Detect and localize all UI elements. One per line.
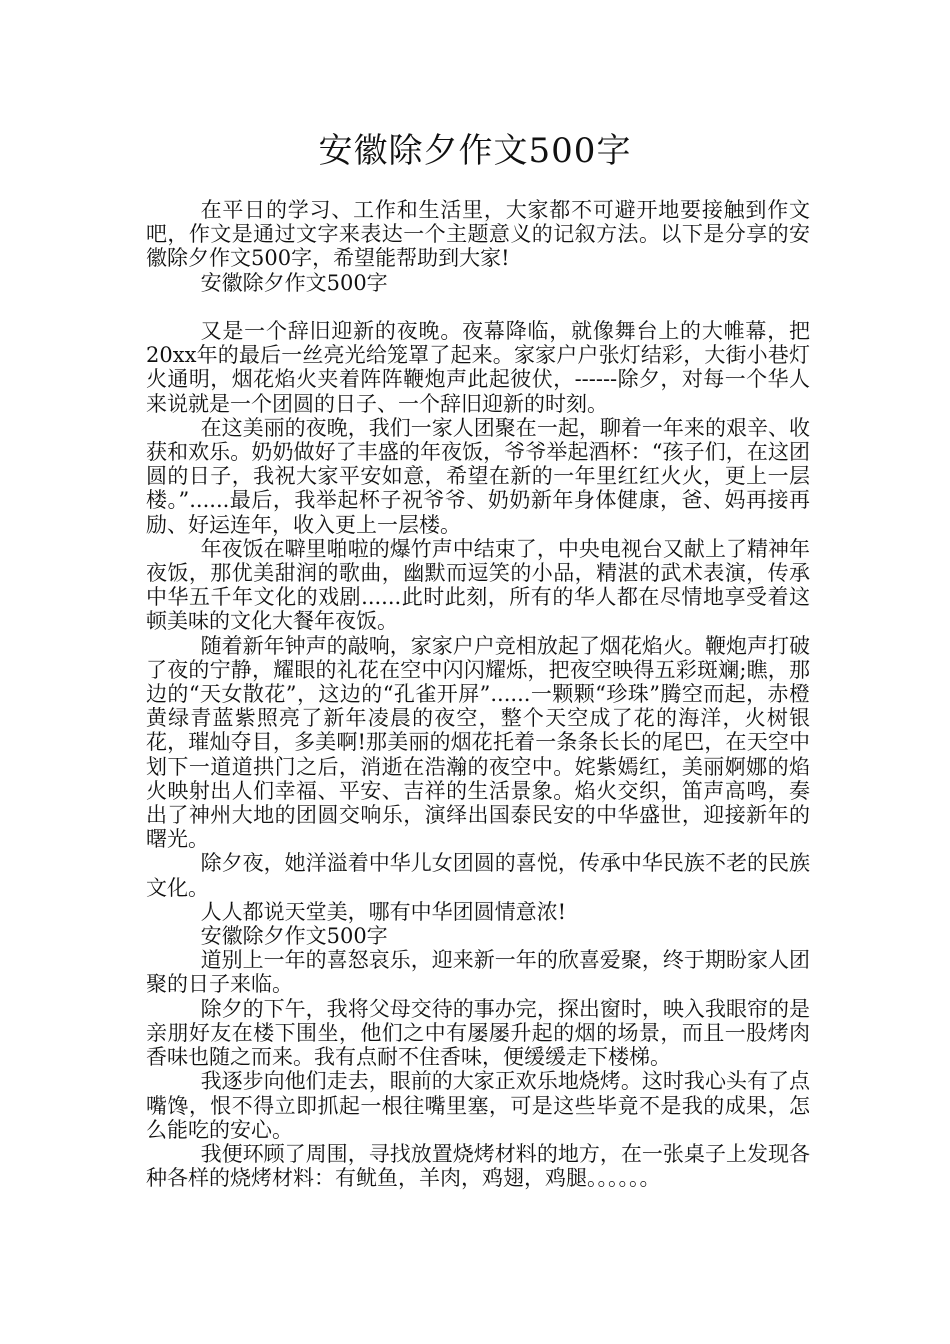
paragraph-subtitle-2: 安徽除夕作文500字 (200, 924, 388, 949)
paragraph: 年夜饭在噼里啪啦的爆竹声中结束了，中央电视台又献上了精神年夜饭，那优美甜润的歌曲，幽默而逗笑的小品，精湛的武术表演，传承中华五千年文化的戏剧......此时此刻，所有的华人都在尽情地享受着这顿美味的文化大餐年夜饭。 (146, 536, 810, 634)
document-title: 安徽除夕作文500字 (318, 131, 632, 171)
paragraph: 又是一个辞旧迎新的夜晚。夜幕降临，就像舞台上的大帷幕，把20xx年的最后一丝亮光给笼罩了起来。家家户户张灯结彩，大街小巷灯火通明，烟花焰火夹着阵阵鞭炮声此起彼伏，------除夕，对每一个华人来说就是一个团圆的日子、一个辞旧迎新的时刻。 (146, 319, 810, 416)
paragraph: 除夕夜，她洋溢着中华儿女团圆的喜悦，传承中华民族不老的民族文化。 (146, 851, 810, 900)
paragraph: 我逐步向他们走去，眼前的大家正欢乐地烧烤。这时我心头有了点嘴馋，恨不得立即抓起一根往嘴里塞，可是这些毕竟不是我的成果，怎么能吃的安心。 (146, 1069, 810, 1142)
paragraph-intro: 在平日的学习、工作和生活里，大家都不可避开地要接触到作文吧，作文是通过文字来表达一个主题意义的记叙方法。以下是分享的安徽除夕作文500字，希望能帮助到大家! (146, 198, 810, 271)
document-body (146, 198, 810, 1190)
paragraph: 在这美丽的夜晚，我们一家人团聚在一起，聊着一年来的艰辛、收获和欢乐。奶奶做好了丰盛的年夜饭，爷爷举起酒杯：“孩子们，在这团圆的日子，我祝大家平安如意，希望在新的一年里红红火火，更上一层楼。”......最后，我举起杯子祝爷爷、奶奶新年身体健康，爸、妈再接再励、好运连年，收入更上一层楼。 (146, 415, 810, 537)
paragraph: 我便环顾了周围，寻找放置烧烤材料的地方，在一张桌子上发现各种各样的烧烤材料：有鱿鱼，羊肉，鸡翅，鸡腿。。。。。。 (146, 1141, 810, 1191)
paragraph-spacer (146, 295, 810, 319)
paragraph: 随着新年钟声的敲响，家家户户竞相放起了烟花焰火。鞭炮声打破了夜的宁静，耀眼的礼花在空中闪闪耀烁，把夜空映得五彩斑斓;瞧，那边的“天女散花”，这边的“孔雀开屏”......一颗颗“珍珠”腾空而起，赤橙黄绿青蓝紫照亮了新年凌晨的夜空，整个天空成了花的海洋，火树银花，璀灿夺目，多美啊!那美丽的烟花托着一条条长长的尾巴，在天空中划下一道道拱门之后，消逝在浩瀚的夜空中。姹紫嫣红，美丽婀娜的焰火映射出人们幸福、平安、吉祥的生活景象。焰火交织，笛声高鸣，奏出了神州大地的团圆交响乐，演绎出国泰民安的中华盛世，迎接新年的曙光。 (146, 633, 810, 852)
paragraph: 除夕的下午，我将父母交待的事办完，探出窗时，映入我眼帘的是亲朋好友在楼下围坐，他们之中有屡屡升起的烟的场景，而且一股烤肉香味也随之而来。我有点耐不住香味，便缓缓走下楼梯。 (146, 996, 810, 1070)
paragraph-subtitle-1: 安徽除夕作文500字 (200, 270, 388, 295)
paragraph: 人人都说天堂美，哪有中华团圆情意浓! (200, 899, 567, 924)
paragraph: 道别上一年的喜怒哀乐，迎来新一年的欣喜爱聚，终于期盼家人团聚的日子来临。 (146, 948, 810, 997)
